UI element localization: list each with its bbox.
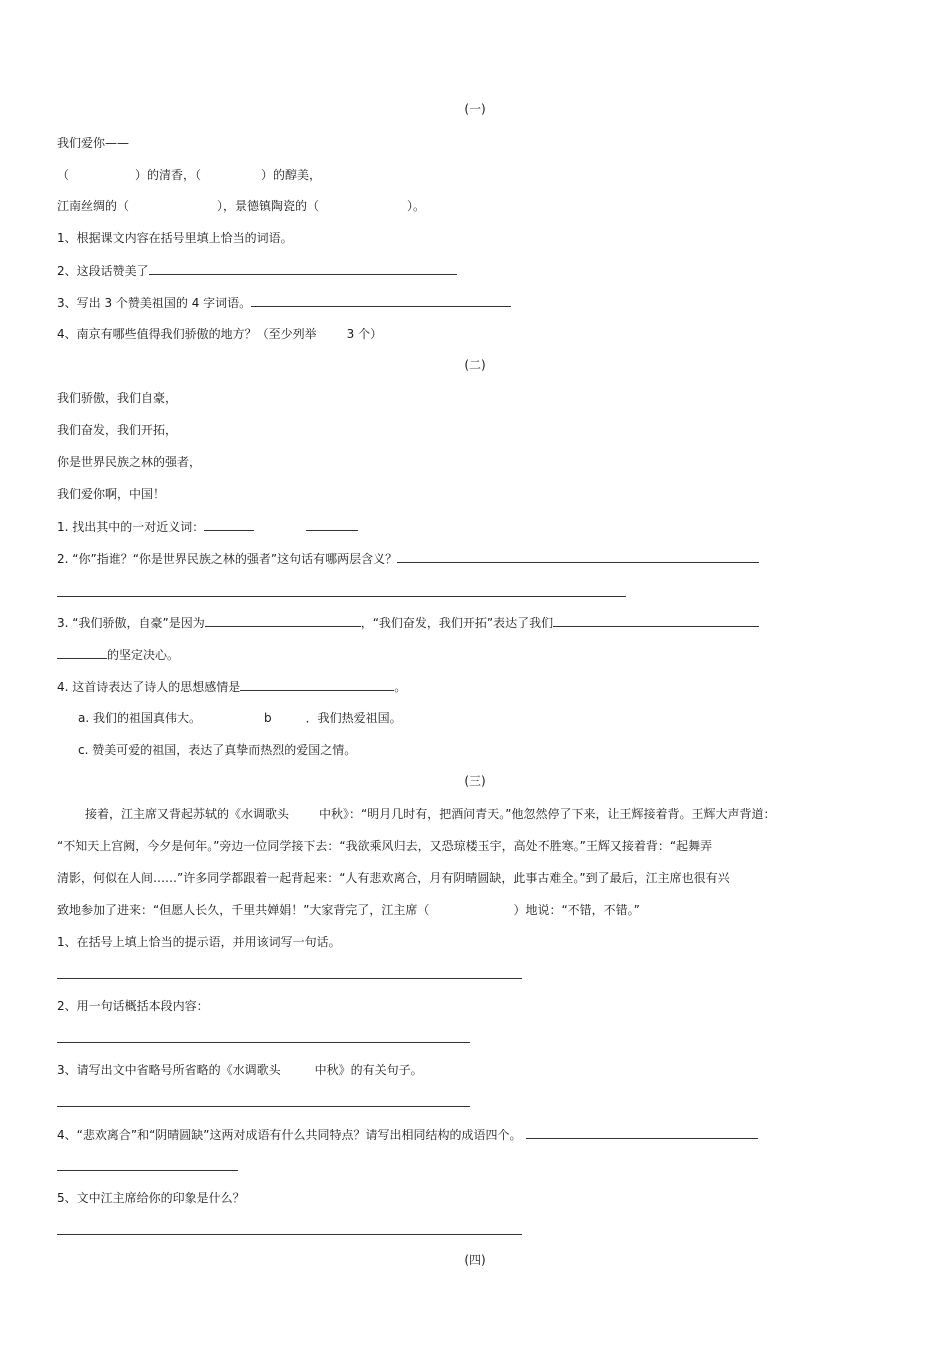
s3-p4-part-a: 致地参加了进来：“但愿人长久，千里共婵娟！”大家背完了，江主席（ (57, 903, 430, 917)
s3-q5-answer-line[interactable] (57, 1234, 522, 1235)
s1-line-2 (57, 167, 321, 183)
s3-question-3 (57, 1062, 423, 1078)
s1-l3-part-b: ），景德镇陶瓷的（ (217, 199, 320, 213)
s3-p1-part-a: 接着，江主席又背起苏轼的《水调歌头 (85, 807, 290, 821)
s3-question-5: 5、文中江主席给你的印象是什么？ (57, 1191, 245, 1205)
s1-question-1: 1、根据课文内容在括号里填上恰当的词语。 (57, 231, 293, 245)
s1-line-1: 我们爱你—— (57, 136, 130, 150)
s3-question-4 (57, 1126, 758, 1143)
s3-p4-part-b: ）地说：“不错，不错。” (513, 903, 640, 917)
s1-l2-part-a: （ (57, 168, 70, 182)
s1-q3-text: 3、写出 3 个赞美祖国的 4 字词语。 (57, 296, 252, 310)
s1-line-3 (57, 198, 425, 214)
s2-q1-text: 1. 找出其中的一对近义词： (57, 520, 205, 534)
s2-poem-line-3: 你是世界民族之林的强者， (57, 455, 202, 469)
s3-q2-answer-line[interactable] (57, 1042, 470, 1043)
s1-q3-answer-blank[interactable] (251, 294, 511, 307)
s1-q4-text: 4、南京有哪些值得我们骄傲的地方？（至少列举 (57, 327, 317, 341)
s3-q3-answer-line[interactable] (57, 1106, 470, 1107)
s2-question-3 (57, 614, 759, 631)
s2-option-c-text: c. 赞美可爱的祖国，表达了真挚而热烈的爱国之情。 (78, 743, 357, 757)
s3-q1-answer-line[interactable] (57, 978, 522, 979)
s2-question-4 (57, 678, 406, 695)
s2-q3-blank-1[interactable] (205, 614, 361, 627)
s2-question-2 (57, 550, 759, 567)
s1-q4-count: 3 个） (346, 327, 383, 341)
s3-q4-text: 4、“悲欢离合”和“阴晴圆缺”这两对成语有什么共同特点？请写出相同结构的成语四个。 (57, 1128, 522, 1142)
s2-q2-answer-line[interactable] (57, 596, 626, 597)
s2-q3-blank-3[interactable] (57, 646, 107, 659)
s2-q4-answer-blank[interactable] (240, 678, 394, 691)
s2-q2-text: 2. “你”指谁？“你是世界民族之林的强者”这句话有哪两层含义？ (57, 552, 398, 566)
s3-question-1: 1、在括号上填上恰当的提示语，并用该词写一句话。 (57, 935, 341, 949)
s2-q3-text-b: ，“我们奋发，我们开拓”表达了我们 (360, 616, 554, 630)
s2-poem-line-2: 我们奋发，我们开拓， (57, 423, 178, 437)
s1-question-3 (57, 294, 511, 311)
s1-q2-answer-blank[interactable] (149, 262, 457, 275)
s3-p1-part-b: 中秋》：“明月几时有，把酒问青天。”他忽然停了下来，让王辉接着背。王辉大声背道： (319, 807, 776, 821)
section-1-heading: (一) (464, 102, 486, 116)
s1-l2-part-c: ）的醇美， (261, 168, 322, 182)
s2-q2-answer-blank[interactable] (397, 550, 759, 563)
s2-poem-line-1: 我们骄傲，我们自豪， (57, 391, 178, 405)
s2-option-b-letter: b (264, 711, 272, 725)
s1-l3-part-c: ）。 (407, 199, 426, 213)
s2-q1-blank-1[interactable] (204, 518, 254, 531)
section-4-heading: (四) (464, 1253, 486, 1267)
s3-passage-line-4 (57, 902, 640, 918)
section-2-heading: (二) (464, 358, 486, 372)
section-3-heading: (三) (464, 774, 486, 788)
s2-q4-end: 。 (394, 680, 407, 694)
s2-q1-blank-2[interactable] (306, 518, 358, 531)
s3-q3-text-b: 中秋》的有关句子。 (314, 1063, 423, 1077)
s2-option-a-text: a. 我们的祖国真伟大。 (78, 711, 201, 725)
s3-question-2: 2、用一句话概括本段内容： (57, 999, 209, 1013)
s2-option-b-text: ．我们热爱祖国。 (305, 711, 402, 725)
s2-q3-text-c: 的坚定决心。 (107, 648, 180, 662)
s1-l3-part-a: 江南丝绸的（ (57, 199, 130, 213)
s2-poem-line-4: 我们爱你啊，中国！ (57, 487, 166, 501)
s2-question-1 (57, 518, 358, 535)
s3-passage-line-2: “不知天上宫阙，今夕是何年。”旁边一位同学接下去：“我欲乘风归去，又恐琼楼玉宇，高处不胜寒。”王辉又接着背：“起舞弄 (57, 839, 713, 853)
s3-passage-line-1 (85, 806, 775, 822)
s1-l2-part-b: ）的清香，（ (135, 168, 202, 182)
s2-option-a[interactable] (78, 710, 201, 726)
s3-passage-line-3: 清影，何似在人间……”许多同学都跟着一起背起来：“人有悲欢离合，月有阴晴圆缺，此事古难全。”到了最后，江主席也很有兴 (57, 871, 730, 885)
s1-q2-text: 2、这段话赞美了 (57, 264, 149, 278)
s1-question-2 (57, 262, 457, 279)
s1-question-4 (57, 326, 382, 342)
s2-q4-text: 4. 这首诗表达了诗人的思想感情是 (57, 680, 241, 694)
s3-q3-text-a: 3、请写出文中省略号所省略的《水调歌头 (57, 1063, 281, 1077)
s2-q3-blank-2[interactable] (553, 614, 759, 627)
s2-option-b[interactable] (264, 710, 402, 726)
s2-q3-text-a: 3. “我们骄傲，自豪”是因为 (57, 616, 205, 630)
s3-q4-answer-line[interactable] (57, 1170, 238, 1171)
s2-question-3-cont (57, 646, 179, 663)
s3-q4-answer-blank[interactable] (526, 1126, 758, 1139)
s2-option-c[interactable] (78, 742, 356, 758)
